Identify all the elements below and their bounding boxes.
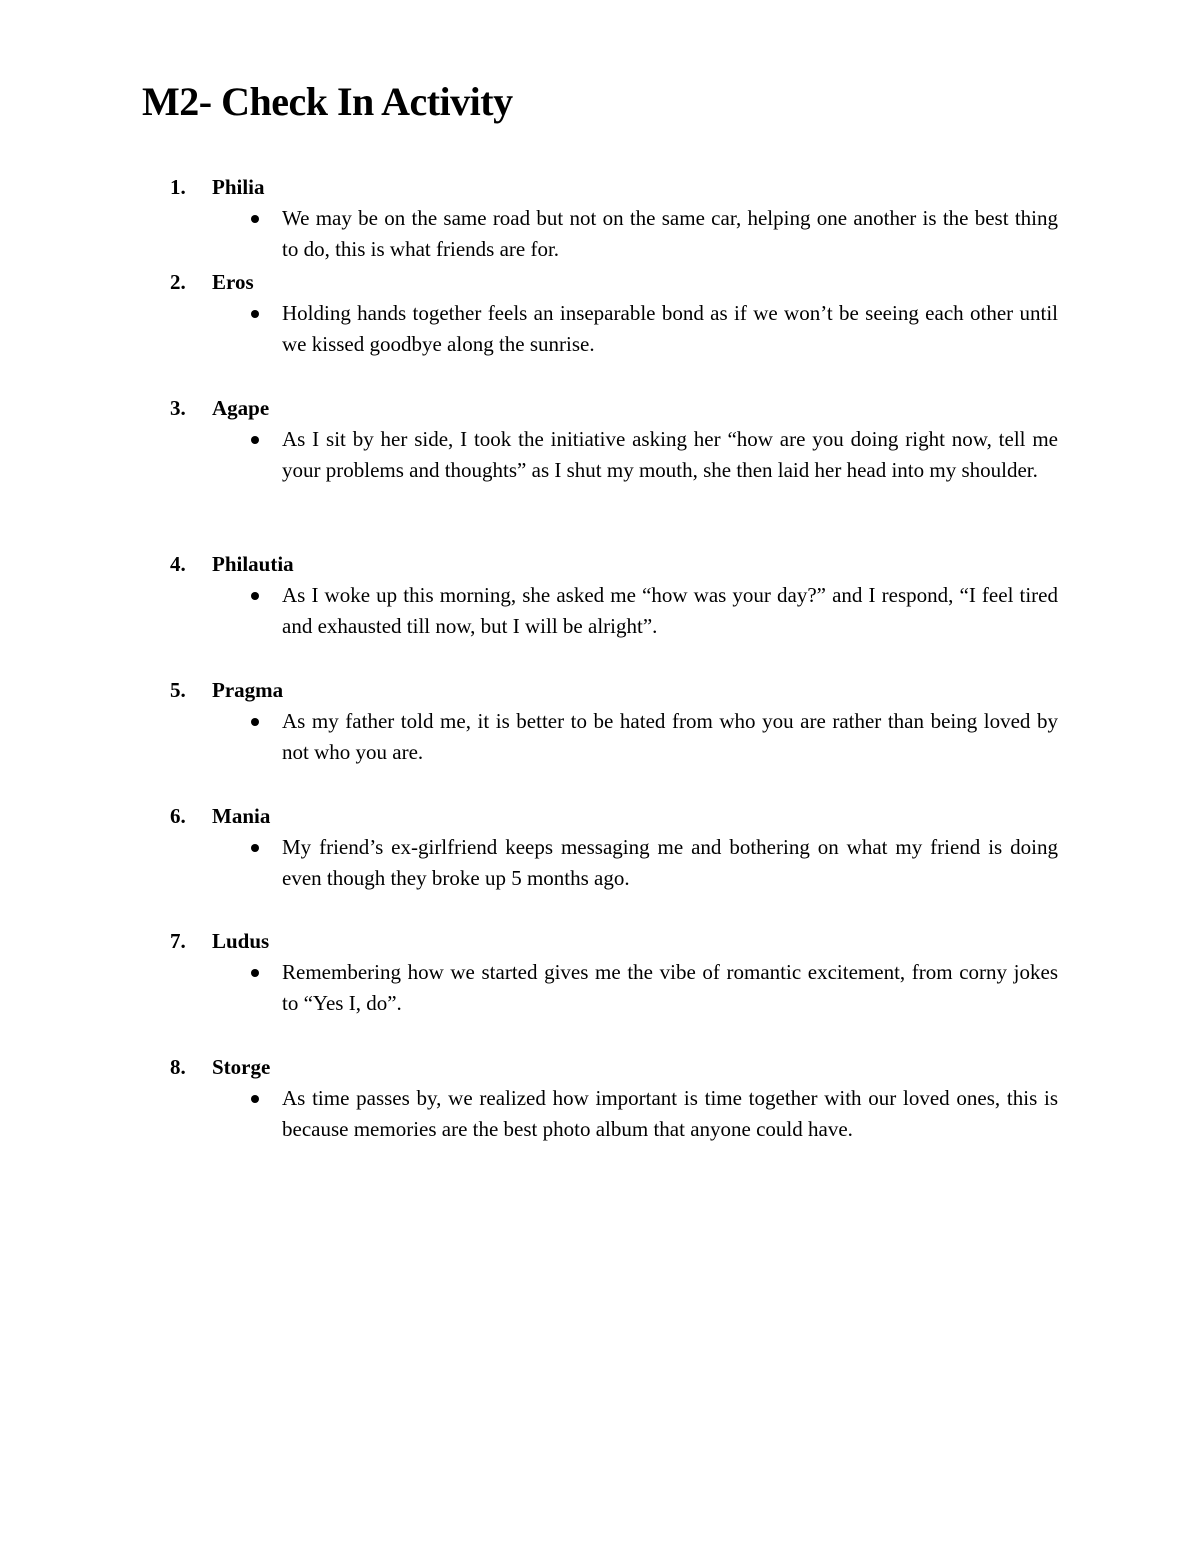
bullet-icon <box>248 832 282 863</box>
item-term: Philautia <box>212 552 294 576</box>
item-bullet <box>248 298 1070 360</box>
item-heading <box>170 549 1070 580</box>
item-heading <box>170 926 1070 957</box>
item-term: Eros <box>212 270 254 294</box>
item-heading <box>170 267 1070 298</box>
item-term: Pragma <box>212 678 284 702</box>
item-heading <box>170 1052 1070 1083</box>
item-bullet <box>248 580 1070 642</box>
document-title: M2- Check In Activity <box>142 79 513 124</box>
item-number: 7. <box>170 929 186 953</box>
list-item-mania <box>170 801 1070 894</box>
list-item-ludus <box>170 926 1070 1019</box>
item-heading <box>170 393 1070 424</box>
item-number: 3. <box>170 396 186 420</box>
item-text: We may be on the same road but not on the same car, helping one another is the best thing to do, this is what friends are for. <box>282 206 1058 261</box>
item-term: Storge <box>212 1055 271 1079</box>
item-text: As I woke up this morning, she asked me “how was your day?” and I respond, “I feel tired and exhausted till now, but I will be alright”. <box>282 583 1058 638</box>
bullet-icon <box>248 706 282 737</box>
item-text: As time passes by, we realized how important is time together with our loved ones, this is because memories are the best photo album that anyone could have. <box>282 1086 1058 1141</box>
bullet-icon <box>248 957 282 988</box>
item-number: 1. <box>170 175 186 199</box>
bullet-icon <box>248 298 282 329</box>
bullet-icon <box>248 424 282 455</box>
item-heading <box>170 172 1070 203</box>
list-item-pragma <box>170 675 1070 768</box>
list-item-philia <box>170 172 1070 265</box>
list-item-storge <box>170 1052 1070 1145</box>
item-bullet <box>248 957 1070 1019</box>
item-text: My friend’s ex-girlfriend keeps messaging me and bothering on what my friend is doing even though they broke up 5 months ago. <box>282 835 1058 890</box>
list-item-eros <box>170 267 1070 360</box>
item-text: As my father told me, it is better to be hated from who you are rather than being loved by not who you are. <box>282 709 1058 764</box>
bullet-icon <box>248 1083 282 1114</box>
item-number: 2. <box>170 270 186 294</box>
item-term: Philia <box>212 175 265 199</box>
item-bullet <box>248 832 1070 894</box>
item-term: Mania <box>212 804 271 828</box>
list-item-philautia <box>170 549 1070 642</box>
item-number: 4. <box>170 552 186 576</box>
item-bullet <box>248 706 1070 768</box>
item-text: As I sit by her side, I took the initiative asking her “how are you doing right now, tell me your problems and thoughts” as I shut my mouth, she then laid her head into my shoulder. <box>282 427 1058 482</box>
item-number: 6. <box>170 804 186 828</box>
bullet-icon <box>248 203 282 234</box>
item-heading <box>170 675 1070 706</box>
item-heading <box>170 801 1070 832</box>
item-text: Holding hands together feels an inseparable bond as if we won’t be seeing each other until we kissed goodbye along the sunrise. <box>282 301 1058 356</box>
item-number: 8. <box>170 1055 186 1079</box>
item-term: Agape <box>212 396 270 420</box>
item-text: Remembering how we started gives me the vibe of romantic excitement, from corny jokes to “Yes I, do”. <box>282 960 1058 1015</box>
list-item-agape <box>170 393 1070 486</box>
item-bullet <box>248 424 1070 486</box>
item-number: 5. <box>170 678 186 702</box>
item-bullet <box>248 203 1070 265</box>
bullet-icon <box>248 580 282 611</box>
item-bullet <box>248 1083 1070 1145</box>
item-term: Ludus <box>212 929 270 953</box>
